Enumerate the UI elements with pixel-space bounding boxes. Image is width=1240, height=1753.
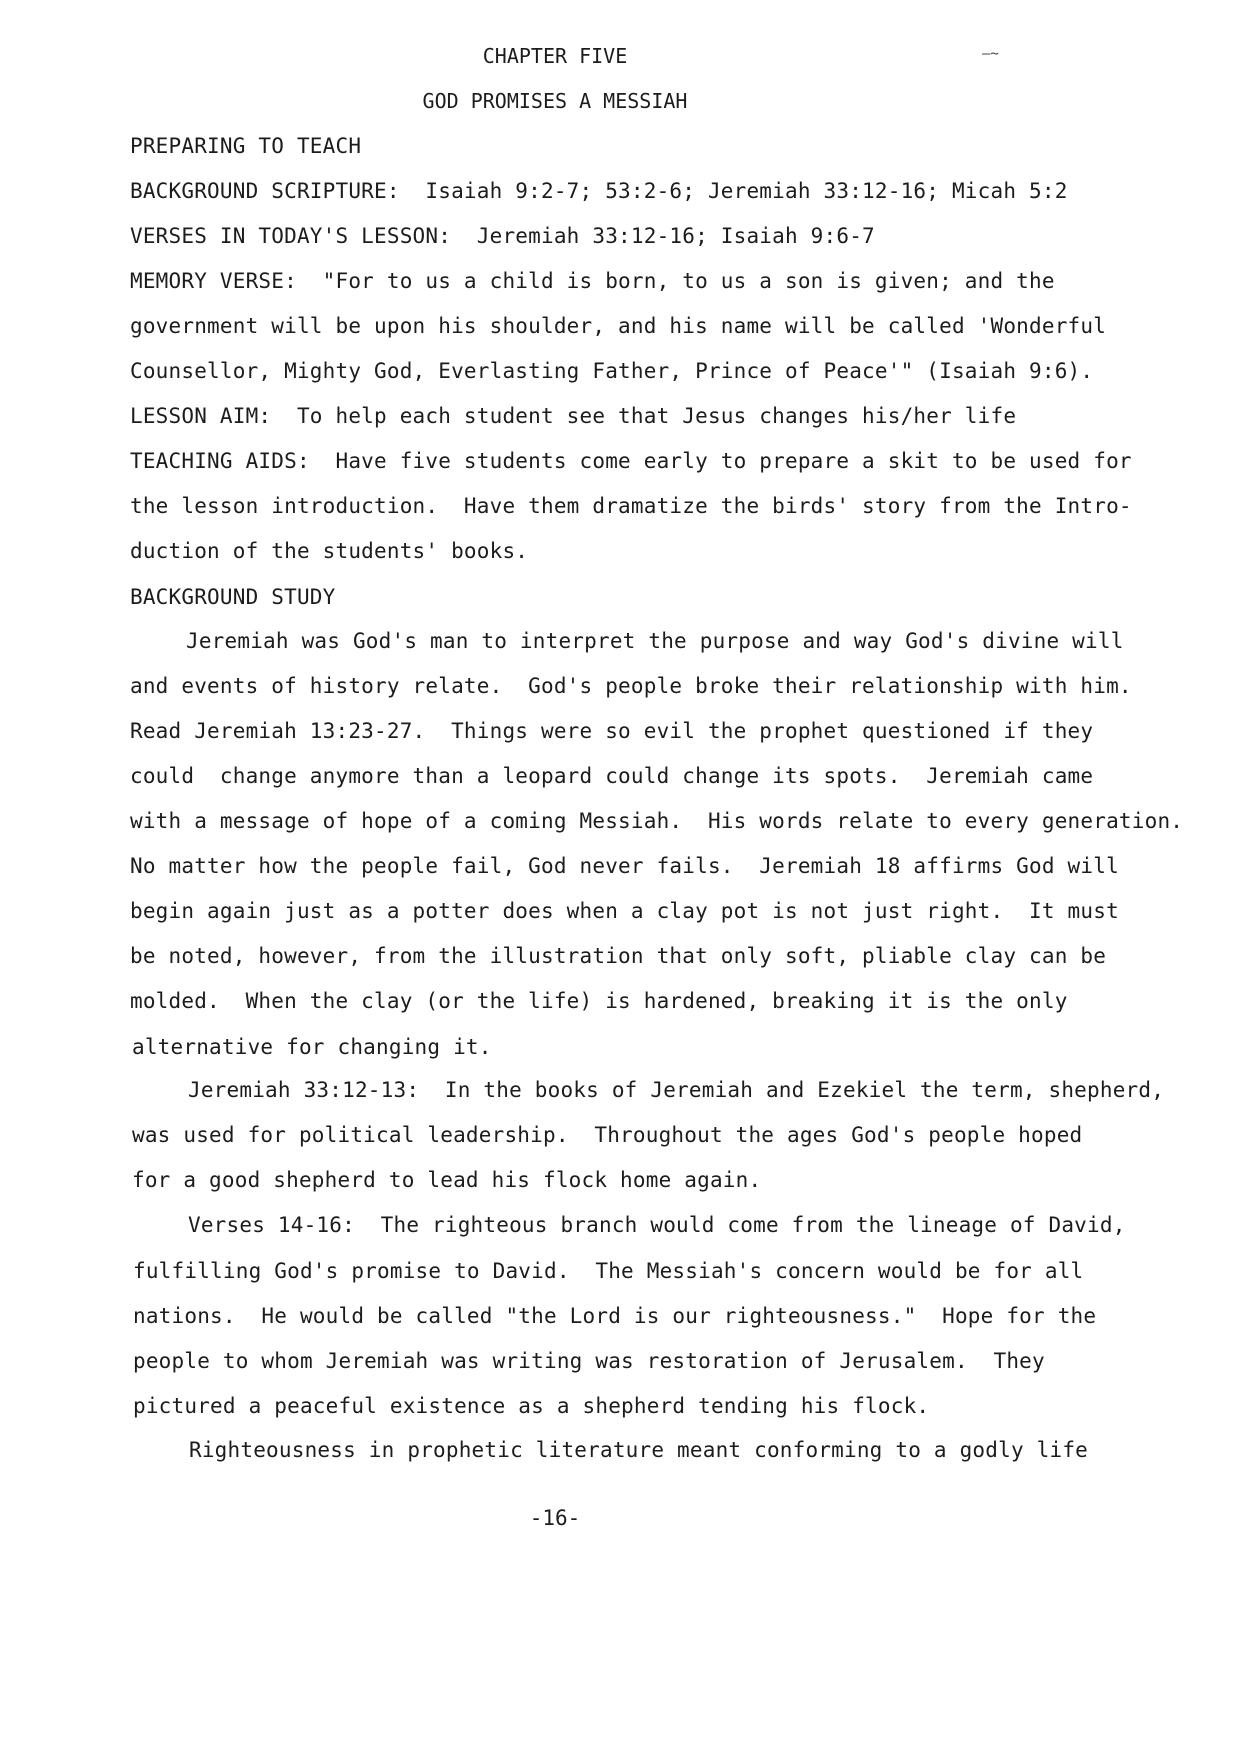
paragraph-line: with a message of hope of a coming Messiah. His words relate to every generation. (130, 809, 1184, 833)
paragraph-line: pictured a peaceful existence as a shepherd tending his flock. (133, 1394, 930, 1418)
paragraph-line: Righteousness in prophetic literature meant conforming to a godly life (189, 1438, 1089, 1462)
corner-mark: —~ (982, 46, 999, 62)
paragraph-line: fulfilling God's promise to David. The Messiah's concern would be for all (133, 1259, 1084, 1283)
lesson-aim-line: LESSON AIM: To help each student see that Jesus changes his/her life (130, 404, 1017, 428)
background-scripture-line: BACKGROUND SCRIPTURE: Isaiah 9:2-7; 53:2-6; Jeremiah 33:12-16; Micah 5:2 (130, 179, 1068, 203)
teaching-aids-line: TEACHING AIDS: Have five students come early to prepare a skit to be used for (130, 449, 1132, 473)
paragraph-line: Jeremiah 33:12-13: In the books of Jeremiah and Ezekiel the term, shepherd, (188, 1078, 1165, 1102)
paragraph-line: for a good shepherd to lead his flock home again. (132, 1168, 762, 1192)
page-number: -16- (529, 1506, 581, 1530)
section-heading-preparing: PREPARING TO TEACH (130, 134, 362, 158)
memory-verse-line: government will be upon his shoulder, and his name will be called 'Wonderful (130, 314, 1107, 338)
memory-verse-line: MEMORY VERSE: "For to us a child is born, to us a son is given; and the (130, 269, 1055, 293)
paragraph-line: Jeremiah was God's man to interpret the purpose and way God's divine will (186, 629, 1124, 653)
paragraph-line: molded. When the clay (or the life) is hardened, breaking it is the only (130, 989, 1068, 1013)
memory-verse-line: Counsellor, Mighty God, Everlasting Father, Prince of Peace'" (Isaiah 9:6). (130, 359, 1094, 383)
paragraph-line: be noted, however, from the illustration that only soft, pliable clay can be (130, 944, 1107, 968)
verses-line: VERSES IN TODAY'S LESSON: Jeremiah 33:12-16; Isaiah 9:6-7 (130, 224, 875, 248)
chapter-title: GOD PROMISES A MESSIAH (422, 89, 688, 113)
paragraph-line: alternative for changing it. (132, 1035, 492, 1059)
paragraph-line: nations. He would be called "the Lord is our righteousness." Hope for the (133, 1304, 1097, 1328)
paragraph-line: could change anymore than a leopard could change its spots. Jeremiah came (130, 764, 1094, 788)
paragraph-line: people to whom Jeremiah was writing was restoration of Jerusalem. They (133, 1349, 1045, 1373)
chapter-heading: CHAPTER FIVE (482, 44, 628, 68)
teaching-aids-line: the lesson introduction. Have them dramatize the birds' story from the Intro- (130, 494, 1132, 518)
paragraph-line: No matter how the people fail, God never fails. Jeremiah 18 affirms God will (130, 854, 1119, 878)
paragraph-line: Verses 14-16: The righteous branch would come from the lineage of David, (188, 1213, 1126, 1237)
paragraph-line: and events of history relate. God's people broke their relationship with him. (130, 674, 1132, 698)
paragraph-line: begin again just as a potter does when a clay pot is not just right. It must (130, 899, 1119, 923)
paragraph-line: was used for political leadership. Throughout the ages God's people hoped (132, 1123, 1083, 1147)
teaching-aids-line: duction of the students' books. (130, 539, 529, 563)
paragraph-line: Read Jeremiah 13:23-27. Things were so evil the prophet questioned if they (130, 719, 1094, 743)
section-heading-background: BACKGROUND STUDY (130, 585, 336, 609)
